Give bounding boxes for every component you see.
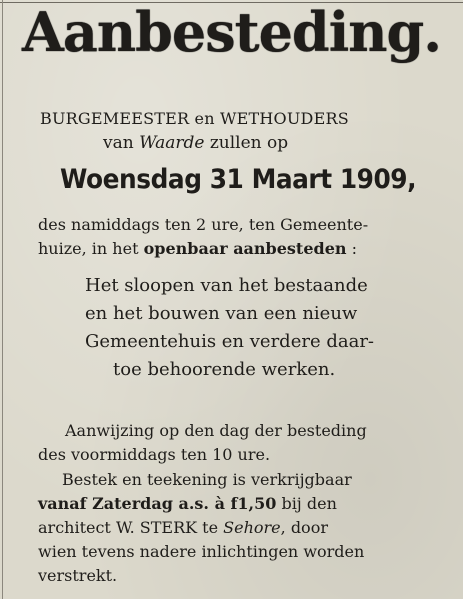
date-heading: Woensdag 31 Maart 1909, <box>60 164 417 195</box>
inspection-time-line: des voormiddags ten 10 ure. <box>38 445 271 464</box>
issuer-line: BURGEMEESTER en WETHOUDERS <box>40 109 349 128</box>
info-line: wien tevens nadere inlichtingen worden <box>38 542 365 561</box>
inspection-line: Aanwijzing op den dag der besteding <box>65 421 367 440</box>
architect-line <box>38 516 328 540</box>
text: : <box>346 239 357 258</box>
work-description-line: toe behoorende werken. <box>113 359 336 380</box>
work-description-line: Gemeentehuis en verdere daar- <box>85 331 375 352</box>
left-rule <box>2 0 3 599</box>
tender-type: openbaar aanbesteden <box>143 239 347 258</box>
town-name: Sehore <box>223 518 281 537</box>
text: , door <box>280 518 328 537</box>
text: zullen op <box>204 133 289 153</box>
location-line <box>38 237 357 261</box>
price-line <box>38 492 337 516</box>
text: architect W. STERK te <box>38 518 224 537</box>
text: huize, in het <box>38 239 144 258</box>
info-line: verstrekt. <box>38 566 118 585</box>
time-line: des namiddags ten 2 ure, ten Gemeente- <box>38 215 369 234</box>
availability-price: vanaf Zaterdag a.s. à f1,50 <box>38 494 277 513</box>
work-description-line: Het sloopen van het bestaande <box>85 275 368 296</box>
specification-line: Bestek en teekening is verkrijgbaar <box>62 470 352 489</box>
place-name: Waarde <box>139 133 205 153</box>
work-description-line: en het bouwen van een nieuw <box>85 303 358 324</box>
text: van <box>103 133 140 153</box>
notice-title: Aanbesteding. <box>21 0 442 64</box>
issuer-place-line <box>103 131 288 155</box>
text: bij den <box>276 494 337 513</box>
